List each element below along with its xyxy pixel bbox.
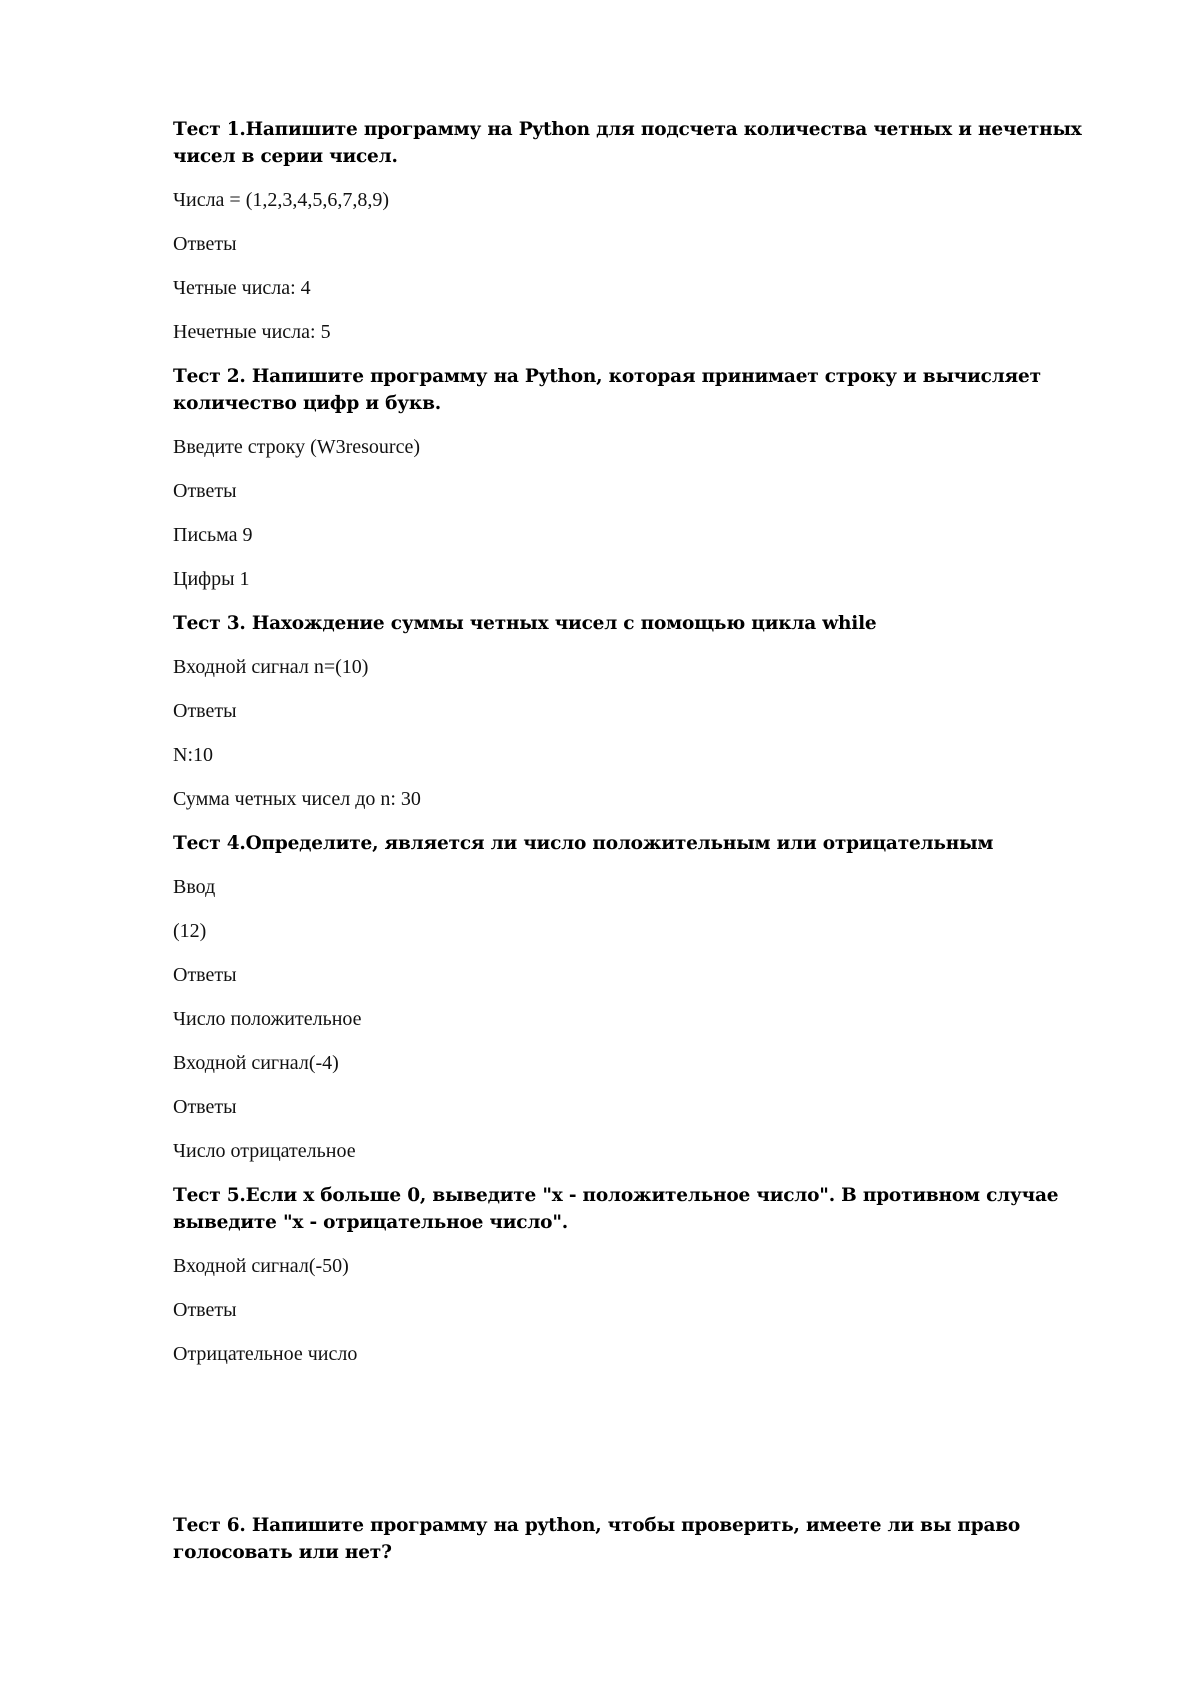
test4-negative-result: Число отрицательное	[173, 1140, 356, 1162]
document-body	[173, 116, 1118, 1583]
test5-result: Отрицательное число	[173, 1343, 358, 1365]
test6-heading: Тест 6. Напишите программу на python, чтобы проверить, имеете ли вы право голосовать или нет?	[173, 1515, 1021, 1563]
test4-heading: Тест 4.Определите, является ли число положительным или отрицательным	[173, 833, 994, 854]
test4-answers-label: Ответы	[173, 964, 237, 986]
test3-n-result: N:10	[173, 744, 213, 766]
test2-answers-label: Ответы	[173, 480, 237, 502]
test3-heading: Тест 3. Нахождение суммы четных чисел с помощью цикла while	[173, 613, 877, 634]
test1-odd-result: Нечетные числа: 5	[173, 321, 331, 343]
test1-even-result: Четные числа: 4	[173, 277, 311, 299]
test2-input: Введите строку (W3resource)	[173, 436, 421, 458]
test5-answers-label: Ответы	[173, 1299, 237, 1321]
test4-input-value: (12)	[173, 920, 207, 942]
test4-input-label: Ввод	[173, 876, 216, 898]
test1-heading: Тест 1.Напишите программу на Python для подсчета количества четных и нечетных чисел в серии чисел.	[173, 119, 1082, 167]
test4-answers-label-2: Ответы	[173, 1096, 237, 1118]
test4-positive-result: Число положительное	[173, 1008, 362, 1030]
test5-heading: Тест 5.Если x больше 0, выведите "x - положительное число". В противном случае выведите "x - отрицательное число".	[173, 1185, 1059, 1233]
test2-heading: Тест 2. Напишите программу на Python, которая принимает строку и вычисляет количество цифр и букв.	[173, 366, 1041, 414]
test4-input-2: Входной сигнал(-4)	[173, 1052, 339, 1074]
test1-input: Числа = (1,2,3,4,5,6,7,8,9)	[173, 189, 390, 211]
test2-digits-result: Цифры 1	[173, 568, 250, 590]
test3-input: Входной сигнал n=(10)	[173, 656, 369, 678]
blank-space	[173, 1385, 1118, 1512]
test5-input: Входной сигнал(-50)	[173, 1255, 349, 1277]
test3-answers-label: Ответы	[173, 700, 237, 722]
test3-sum-result: Сумма четных чисел до n: 30	[173, 788, 421, 810]
test2-letters-result: Письма 9	[173, 524, 253, 546]
test1-answers-label: Ответы	[173, 233, 237, 255]
